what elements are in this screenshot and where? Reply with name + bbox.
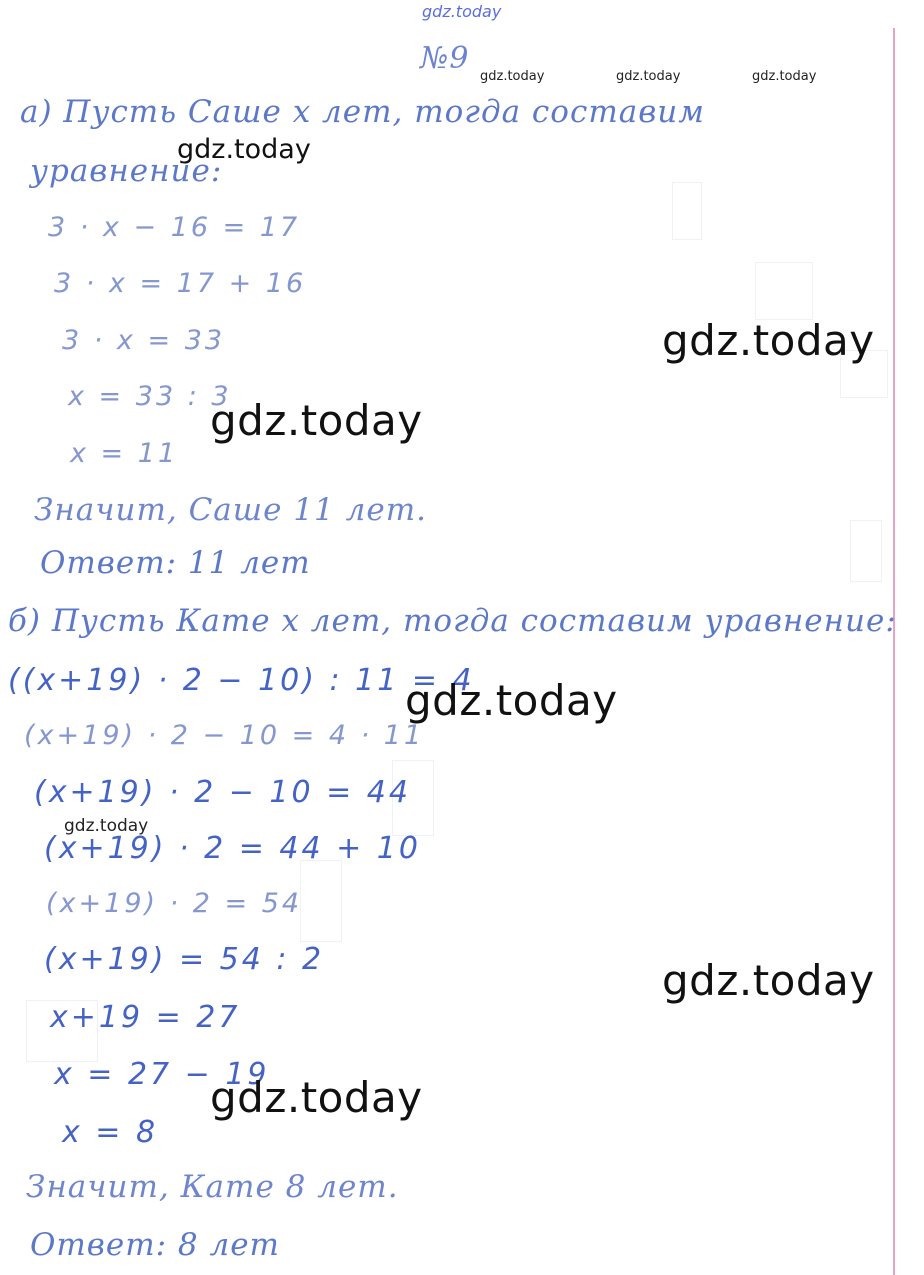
watermark-small: gdz.today [480,69,545,84]
watermark-small: gdz.today [616,69,681,84]
part-b-step: (x+19) · 2 = 44 + 10 [44,831,421,866]
watermark-big: gdz.today [662,956,875,1005]
watermark-big: gdz.today [210,396,423,445]
part-a-intro-line1: а) Пусть Саше x лет, тогда составим [20,94,705,130]
part-b-step: (x+19) · 2 = 54 [46,888,303,919]
part-b-step: (x+19) · 2 − 10 = 4 · 11 [24,720,425,751]
part-b-step: (x+19) · 2 − 10 = 44 [34,775,411,810]
part-a-step: 3 · x − 16 = 17 [48,212,301,243]
part-b-answer: Ответ: 8 лет [30,1227,280,1263]
part-a-conclusion: Значит, Саше 11 лет. [34,492,427,528]
faint-grid-mark [300,860,342,942]
watermark-big: gdz.today [662,316,875,365]
part-b-step: x = 8 [62,1115,159,1150]
part-a-step: x = 33 : 3 [68,381,232,412]
watermark-big: gdz.today [210,1073,423,1122]
site-header: gdz.today [422,2,502,21]
part-b-conclusion: Значит, Кате 8 лет. [26,1169,399,1205]
faint-grid-mark [850,520,882,582]
faint-grid-mark [755,262,813,320]
part-a-intro-line2: уравнение: [30,153,223,189]
watermark-small: gdz.today [752,69,817,84]
part-a-step: 3 · x = 33 [62,325,226,356]
watermark-mid: gdz.today [177,134,311,165]
task-number: №9 [420,41,470,76]
watermark-big: gdz.today [405,676,618,725]
part-b-step: (x+19) = 54 : 2 [44,942,325,977]
part-a-step: x = 11 [70,438,179,469]
watermark-small: gdz.today [64,816,149,836]
part-b-step: ((x+19) · 2 − 10) : 11 = 4 [8,663,475,698]
part-a-answer: Ответ: 11 лет [40,545,311,581]
part-a-step: 3 · x = 17 + 16 [54,268,307,299]
part-b-step: x = 27 − 19 [54,1057,270,1092]
part-b-intro: б) Пусть Кате x лет, тогда составим уравнение: [8,603,897,639]
part-b-step: x+19 = 27 [50,1000,241,1035]
faint-grid-mark [672,182,702,240]
margin-line [893,28,895,1275]
